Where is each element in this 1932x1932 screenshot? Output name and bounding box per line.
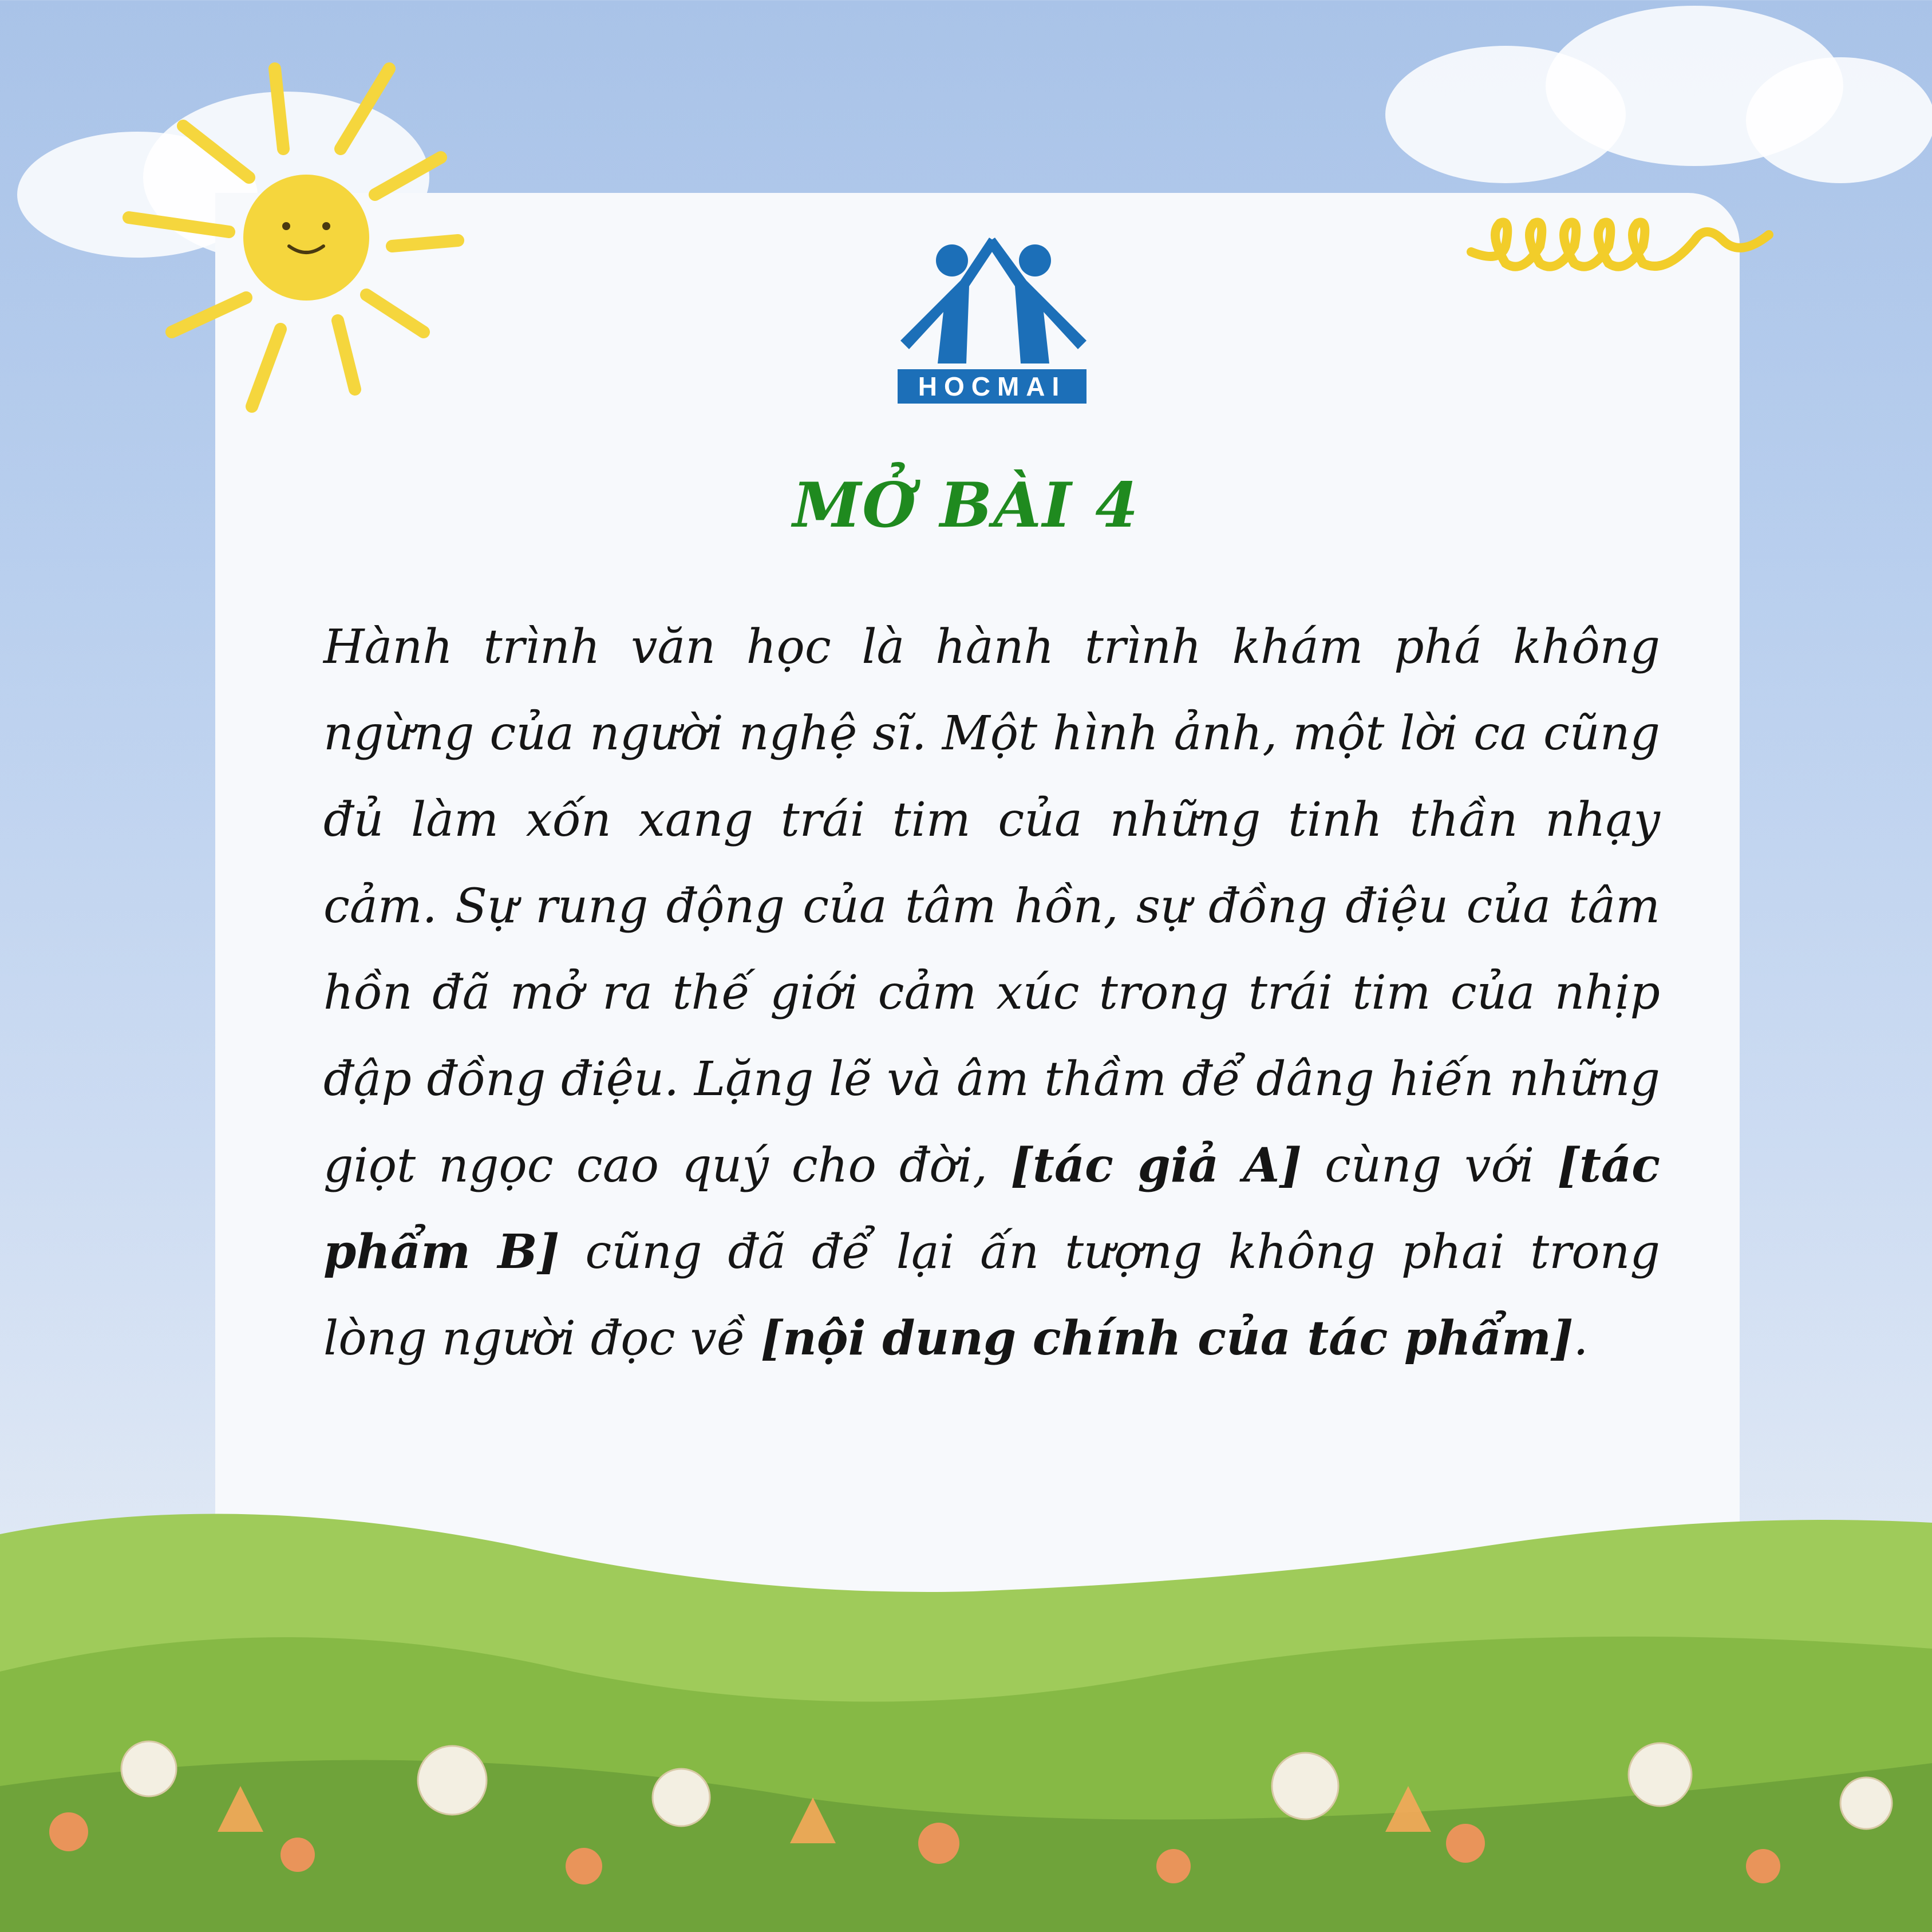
placeholder-work: [tác phẩm B] xyxy=(323,1138,1661,1279)
sun-icon xyxy=(86,34,487,435)
page-title: MỞ BÀI 4 xyxy=(792,469,1140,542)
squiggle-decoration xyxy=(1465,206,1809,298)
paragraph-text-4: . xyxy=(1573,1311,1589,1366)
paragraph-text-2: cùng với xyxy=(1302,1139,1558,1193)
paragraph-text-1: Hành trình văn học là hành trình khám phá không ngừng của người nghệ sĩ. Một hình ảnh, một lời ca cũng đủ làm xốn xang trái tim của những tinh thần nhạy cảm. Sự rung động của tâm hồn, sự đồng điệu của tâm hồn đã mở ra thế giới cảm xúc trong trái tim của nhịp đập đồng điệu. Lặng lẽ và âm thầm để dâng hiến những giọt ngọc cao quý cho đời, xyxy=(323,620,1660,1193)
logo-wordmark: HOCMAI xyxy=(898,369,1086,404)
meadow-flowers xyxy=(0,1431,1932,1932)
placeholder-author: [tác giả A] xyxy=(1010,1138,1302,1193)
paragraph-text-3: cũng đã để lại ấn tượng không phai trong lòng người đọc về xyxy=(323,1225,1660,1366)
placeholder-content: [nội dung chính của tác phẩm] xyxy=(760,1311,1574,1366)
cloud-right-3 xyxy=(1746,57,1932,183)
body-paragraph xyxy=(323,604,1660,1382)
